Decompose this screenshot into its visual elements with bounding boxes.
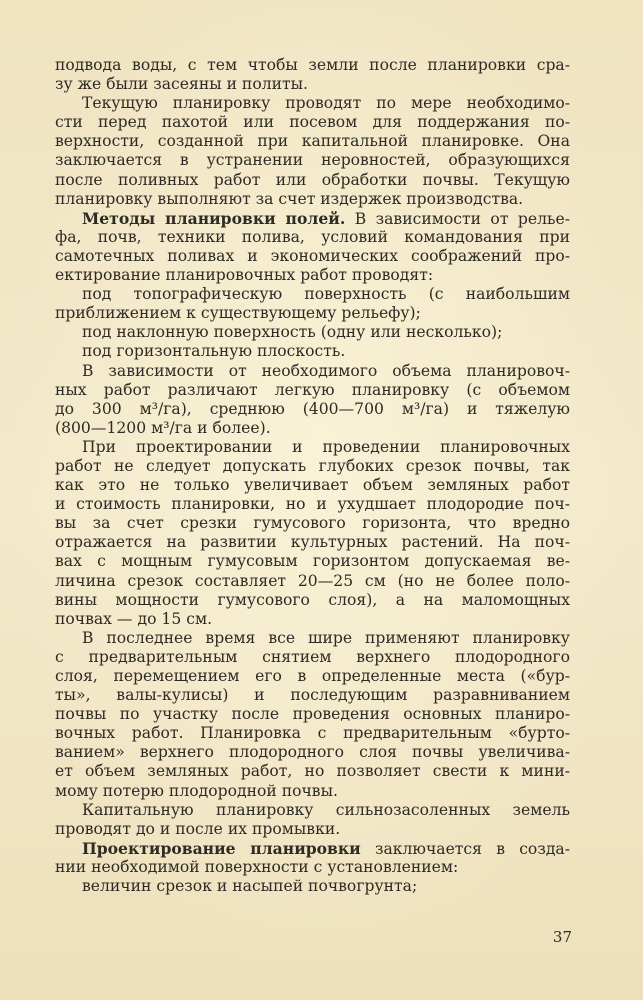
text-line — [55, 495, 570, 514]
text-line — [55, 266, 570, 285]
text-line — [55, 839, 570, 858]
text-line — [55, 400, 570, 419]
text-line — [55, 113, 570, 132]
text-line — [55, 323, 570, 342]
text-line — [55, 667, 570, 686]
text-line — [55, 533, 570, 552]
text-line — [55, 228, 570, 247]
line-text: отражается на развитии культурных растений. На поч- — [55, 533, 570, 552]
line-text: вы за счет срезки гумусового горизонта, что вредно — [55, 514, 570, 533]
text-line — [55, 629, 570, 648]
text-line — [55, 75, 570, 94]
bold-heading: Методы планировки полей. — [82, 208, 346, 228]
page-number: 37 — [552, 928, 572, 946]
line-text: как это не только увеличивает объем земляных работ — [55, 476, 570, 495]
line-text: ет объем земляных работ, но позволяет свести к мини- — [55, 762, 570, 781]
line-text: величин срезок и насыпей почвогрунта; — [82, 877, 418, 896]
text-line — [55, 285, 570, 304]
line-text: ты», валы-кулисы) и последующим разравниванием — [55, 686, 570, 705]
line-text: под наклонную поверхность (одну или несколько); — [82, 323, 503, 342]
line-text: В последнее время все шире применяют планировку — [82, 628, 570, 647]
line-text: с предварительным снятием верхнего плодородного — [55, 647, 570, 666]
text-line — [55, 438, 570, 457]
line-text: заключается в устранении неровностей, образующихся — [55, 151, 570, 170]
text-line — [55, 572, 570, 591]
text-line — [55, 724, 570, 743]
text-line — [55, 552, 570, 571]
text-line — [55, 762, 570, 781]
line-text: Текущую планировку проводят по мере необходимо- — [82, 94, 570, 113]
text-line — [55, 151, 570, 170]
line-text: до 300 м³/га), среднюю (400—700 м³/га) и тяжелую — [55, 399, 570, 418]
text-line — [55, 610, 570, 629]
text-line — [55, 877, 570, 896]
text-line — [55, 476, 570, 495]
line-text: нии необходимой поверхности с установлением: — [55, 857, 459, 876]
line-text: (800—1200 м³/га и более). — [55, 418, 271, 437]
line-text: подвода воды, с тем чтобы земли после планировки сра- — [55, 56, 570, 74]
text-line — [55, 820, 570, 839]
line-text: Капитальную планировку сильнозасоленных земель — [82, 800, 570, 819]
text-line — [55, 342, 570, 361]
text-line — [55, 514, 570, 533]
line-text: ектирование планировочных работ проводят: — [55, 266, 434, 285]
text-line — [55, 190, 570, 209]
text-line — [55, 648, 570, 667]
text-line — [55, 782, 570, 801]
text-line — [55, 858, 570, 877]
text-line — [55, 132, 570, 151]
line-text: почвах — до 15 см. — [55, 609, 213, 628]
line-text: под топографическую поверхность (с наибольшим — [82, 285, 570, 304]
text-line — [55, 362, 570, 381]
text-line — [55, 171, 570, 190]
line-text: заключается в созда- — [360, 839, 570, 858]
line-text: слоя, перемещением его в определенные места («бур- — [55, 667, 570, 685]
line-text: проводят до и после их промывки. — [55, 819, 341, 838]
text-line — [55, 94, 570, 113]
line-text: личина срезок составляет 20—25 см (но не более поло- — [55, 571, 570, 590]
bold-heading: Проектирование планировки — [82, 838, 361, 858]
text-line — [55, 304, 570, 323]
text-line — [55, 743, 570, 762]
body-text — [55, 56, 570, 896]
line-text: При проектировании и проведении планировочных — [82, 437, 570, 456]
line-text: мому потерю плодородной почвы. — [55, 781, 338, 800]
line-text: вины мощности гумусового слоя), а на маломощных — [55, 590, 570, 609]
text-line — [55, 419, 570, 438]
line-text: ванием» верхнего плодородного слоя почвы увеличива- — [55, 743, 570, 762]
text-line — [55, 801, 570, 820]
text-line — [55, 686, 570, 705]
line-text: зу же были засеяны и политы. — [55, 75, 309, 94]
line-text: почвы по участку после проведения основных планиро- — [55, 705, 570, 724]
line-text: вочных работ. Планировка с предварительным «бурто- — [55, 724, 570, 743]
line-text: самотечных поливах и экономических соображений про- — [55, 246, 570, 265]
text-line — [55, 56, 570, 75]
line-text: верхности, созданной при капитальной планировке. Она — [55, 132, 570, 151]
line-text: В зависимости от необходимого объема планировоч- — [82, 361, 570, 380]
line-text: фа, почв, техники полива, условий командования при — [55, 227, 570, 246]
text-line — [55, 247, 570, 266]
line-text: и стоимость планировки, но и ухудшает плодородие поч- — [55, 495, 570, 514]
line-text: сти перед пахотой или посевом для поддержания по- — [55, 113, 570, 132]
line-text: вах с мощным гумусовым горизонтом допускаемая ве- — [55, 552, 570, 571]
text-line — [55, 209, 570, 228]
text-line — [55, 705, 570, 724]
text-line — [55, 457, 570, 476]
line-text: после поливных работ или обработки почвы. Текущую — [55, 170, 570, 189]
line-text: ных работ различают легкую планировку (с объемом — [55, 380, 570, 399]
line-text: В зависимости от релье- — [345, 209, 570, 228]
text-line — [55, 591, 570, 610]
line-text: планировку выполняют за счет издержек производства. — [55, 189, 524, 208]
text-line — [55, 381, 570, 400]
line-text: под горизонтальную плоскость. — [82, 342, 346, 361]
line-text: приближением к существующему рельефу); — [55, 304, 421, 323]
line-text: работ не следует допускать глубоких срезок почвы, так — [55, 456, 570, 475]
